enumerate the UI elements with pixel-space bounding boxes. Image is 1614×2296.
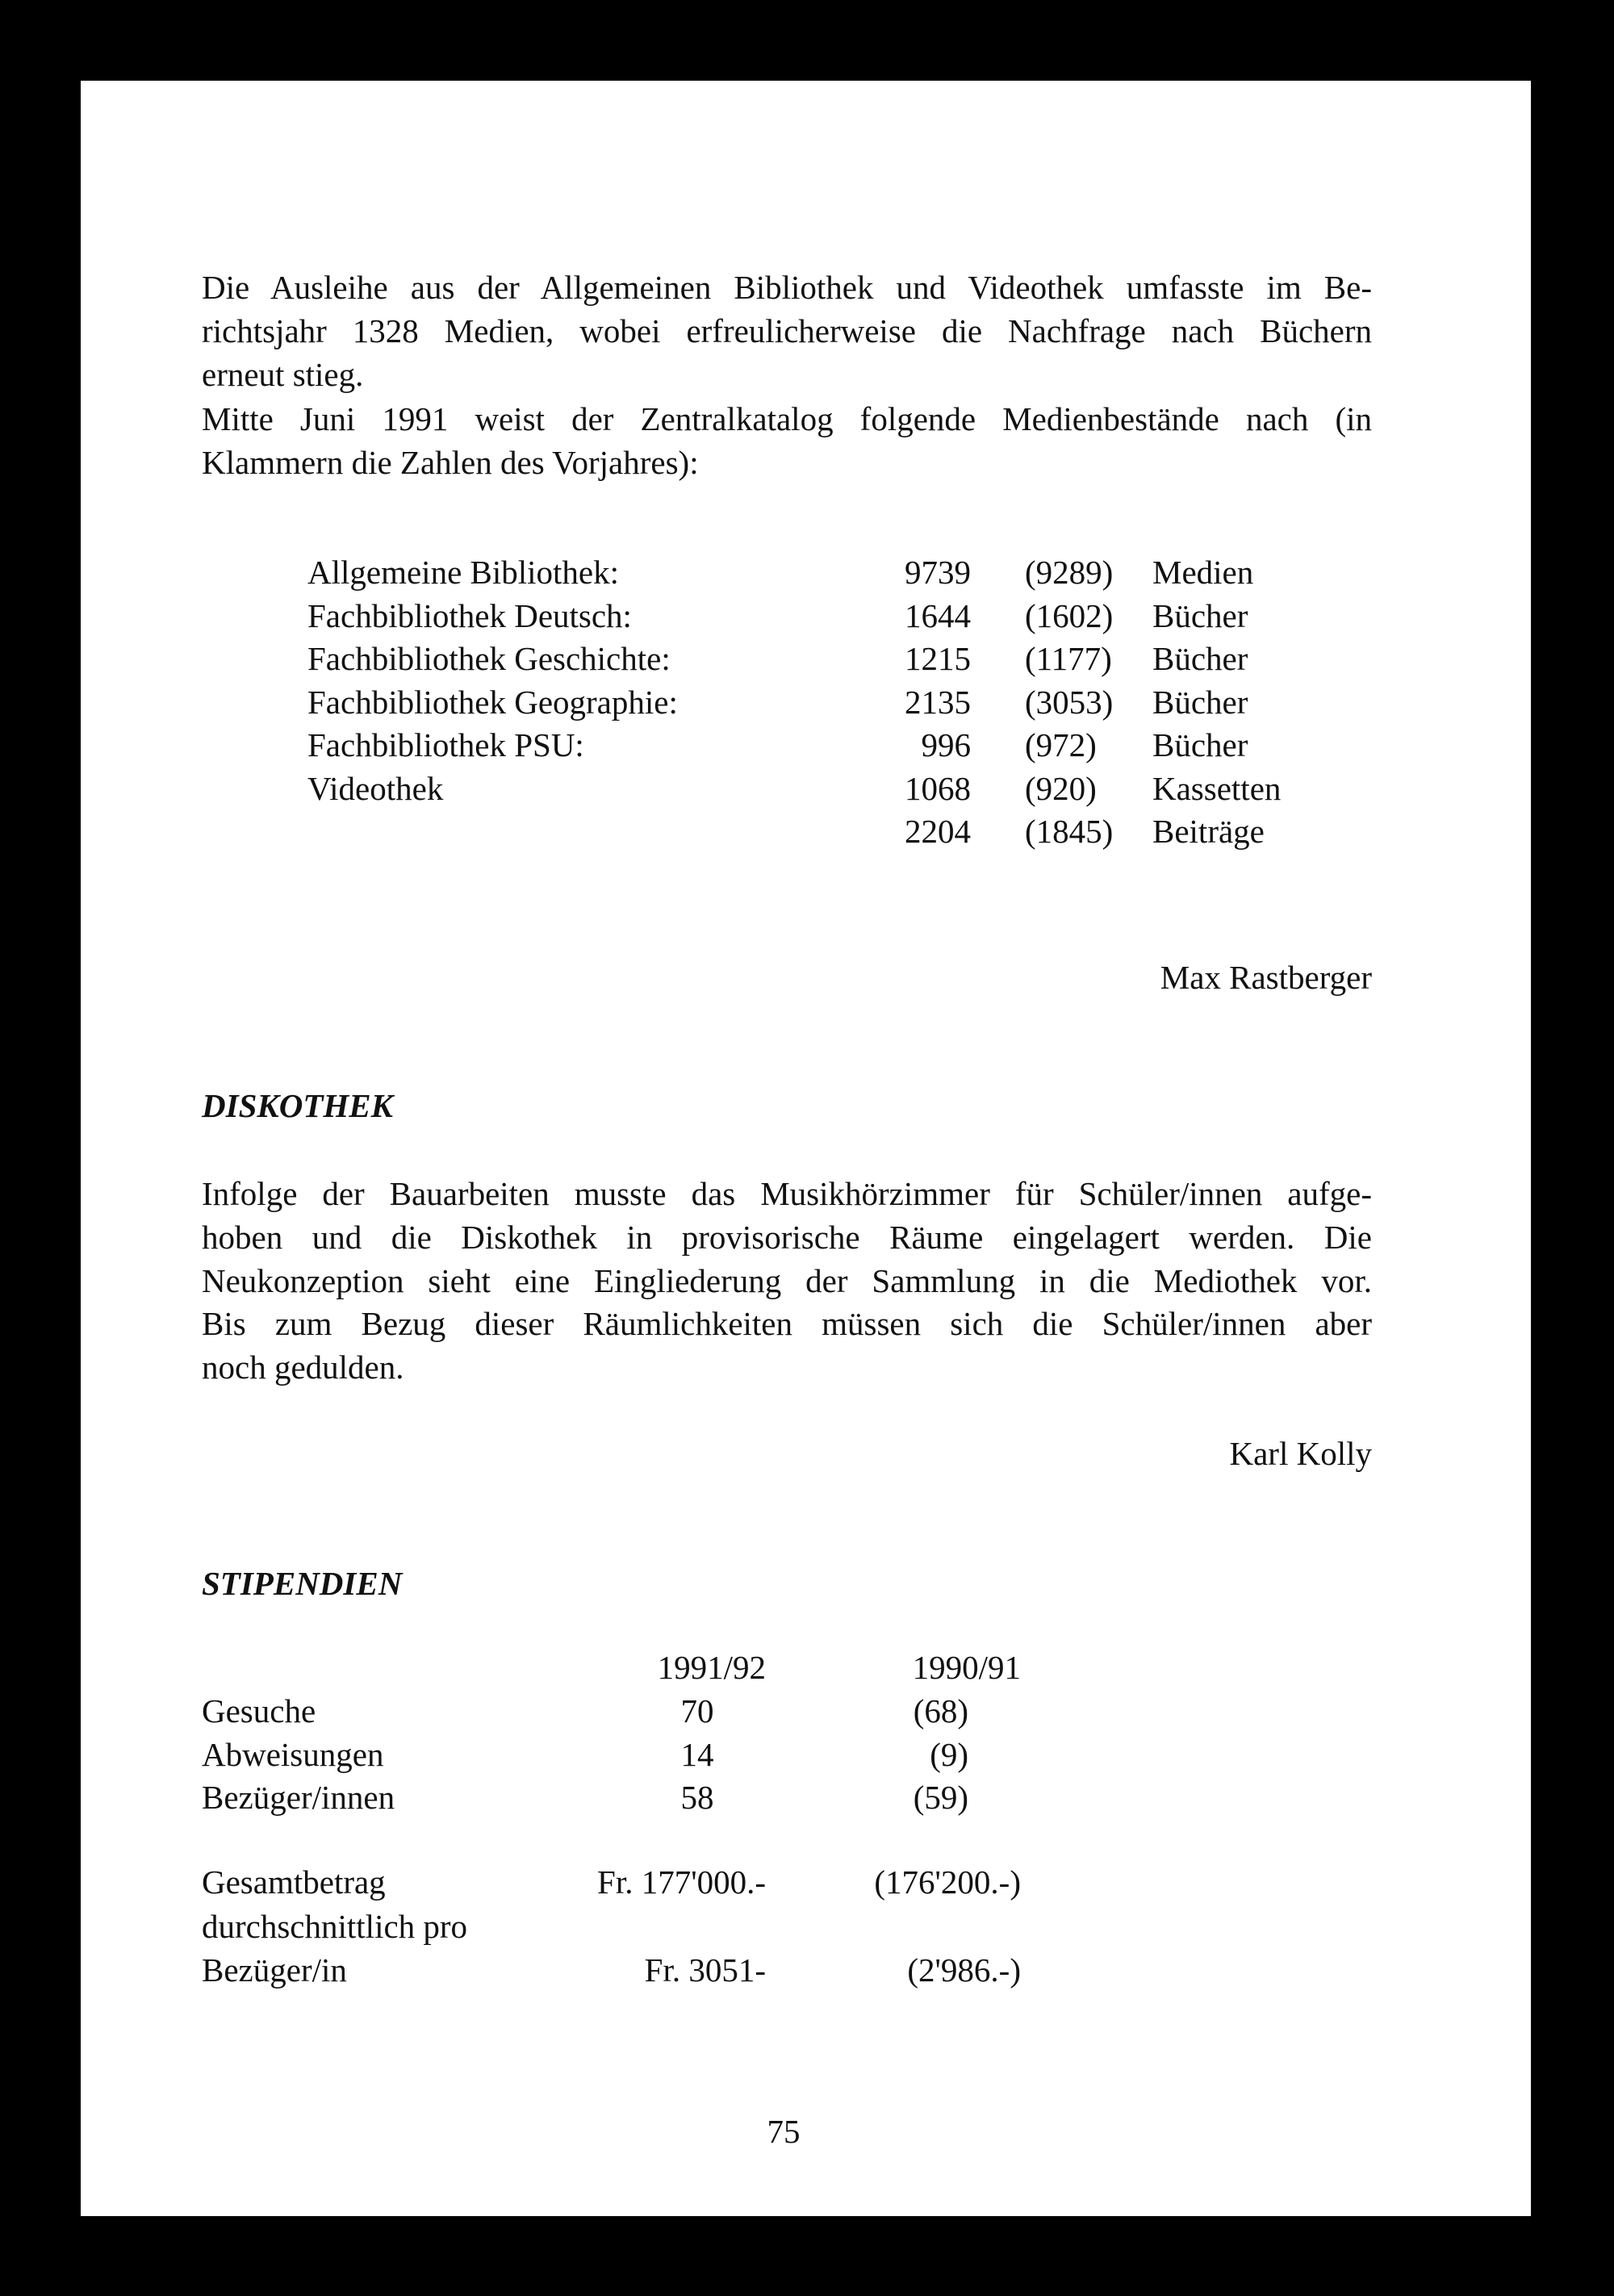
holdings-previous: (9289) bbox=[1025, 554, 1114, 591]
intro-line: Mitte Juni 1991 weist der Zentralkatalog folgende Medienbestände nach (in bbox=[202, 400, 1372, 437]
diskothek-line: Infolge der Bauarbeiten musste das Musikhörzimmer für Schüler/innen aufge- bbox=[202, 1175, 1372, 1212]
diskothek-line: Bis zum Bezug dieser Räumlichkeiten müssen sich die Schüler/innen aber bbox=[202, 1305, 1372, 1343]
document-page bbox=[81, 81, 1531, 2216]
stipendien-current: 14 bbox=[680, 1735, 714, 1773]
holdings-previous: (1602) bbox=[1025, 596, 1114, 634]
holdings-previous: (3053) bbox=[1025, 683, 1114, 721]
stipendien-label: Abweisungen bbox=[202, 1735, 384, 1773]
holdings-unit: Bücher bbox=[1152, 640, 1248, 677]
average-current: Fr. 3051- bbox=[644, 1951, 766, 1989]
holdings-unit: Bücher bbox=[1152, 683, 1248, 721]
holdings-unit: Kassetten bbox=[1152, 769, 1282, 807]
stipendien-label: Bezüger/innen bbox=[202, 1779, 395, 1816]
intro-line: richtsjahr 1328 Medien, wobei erfreulicherweise die Nachfrage nach Büchern bbox=[202, 312, 1372, 349]
holdings-current: 2135 bbox=[905, 683, 971, 721]
section-heading-stipendien: STIPENDIEN bbox=[202, 1565, 403, 1602]
holdings-current: 996 bbox=[921, 726, 971, 763]
stipendien-current: 58 bbox=[680, 1779, 714, 1816]
total-label: Gesamtbetrag bbox=[202, 1863, 386, 1901]
holdings-previous: (1177) bbox=[1025, 640, 1112, 677]
holdings-unit: Medien bbox=[1152, 554, 1254, 591]
holdings-label: Fachbibliothek Geschichte: bbox=[307, 640, 671, 677]
intro-line: Klammern die Zahlen des Vorjahres): bbox=[202, 444, 699, 481]
holdings-label: Fachbibliothek PSU: bbox=[307, 726, 584, 763]
average-previous: (2'986.-) bbox=[907, 1951, 1021, 1989]
total-previous: (176'200.-) bbox=[874, 1863, 1021, 1901]
holdings-unit: Bücher bbox=[1152, 726, 1248, 763]
holdings-unit: Bücher bbox=[1152, 596, 1248, 634]
stipendien-previous: (68) bbox=[913, 1692, 968, 1729]
diskothek-line: Neukonzeption sieht eine Eingliederung der Sammlung in die Mediothek vor. bbox=[202, 1261, 1372, 1299]
author-signature: Max Rastberger bbox=[1160, 959, 1372, 996]
holdings-previous: (920) bbox=[1025, 769, 1097, 807]
diskothek-line: hoben und die Diskothek in provisorische Räume eingelagert werden. Die bbox=[202, 1218, 1372, 1256]
total-current: Fr. 177'000.- bbox=[597, 1863, 766, 1901]
stipendien-current: 70 bbox=[680, 1692, 714, 1729]
holdings-label: Fachbibliothek Geographie: bbox=[307, 683, 678, 721]
holdings-label: Allgemeine Bibliothek: bbox=[307, 554, 620, 591]
holdings-label: Fachbibliothek Deutsch: bbox=[307, 596, 632, 634]
holdings-current: 9739 bbox=[905, 554, 971, 591]
diskothek-line: noch gedulden. bbox=[202, 1349, 404, 1386]
intro-line: Die Ausleihe aus der Allgemeinen Bibliothek und Videothek umfasste im Be- bbox=[202, 269, 1372, 306]
stipendien-label: Gesuche bbox=[202, 1692, 316, 1729]
holdings-current: 1068 bbox=[905, 769, 971, 807]
average-label: Bezüger/in bbox=[202, 1951, 347, 1989]
page-number: 75 bbox=[767, 2113, 801, 2150]
stipendien-previous: (9) bbox=[930, 1735, 968, 1773]
holdings-unit: Beiträge bbox=[1152, 813, 1265, 850]
holdings-label: Videothek bbox=[307, 769, 444, 807]
author-signature: Karl Kolly bbox=[1229, 1435, 1372, 1472]
holdings-previous: (1845) bbox=[1025, 813, 1114, 850]
holdings-previous: (972) bbox=[1025, 726, 1097, 763]
column-header: 1991/92 bbox=[657, 1649, 766, 1686]
section-heading-diskothek: DISKOTHEK bbox=[202, 1087, 393, 1124]
column-header: 1990/91 bbox=[912, 1649, 1021, 1686]
stipendien-previous: (59) bbox=[913, 1779, 968, 1816]
holdings-current: 1644 bbox=[905, 596, 971, 634]
intro-line: erneut stieg. bbox=[202, 356, 364, 393]
holdings-current: 1215 bbox=[905, 640, 971, 677]
average-label: durchschnittlich pro bbox=[202, 1908, 468, 1945]
holdings-current: 2204 bbox=[905, 813, 971, 850]
